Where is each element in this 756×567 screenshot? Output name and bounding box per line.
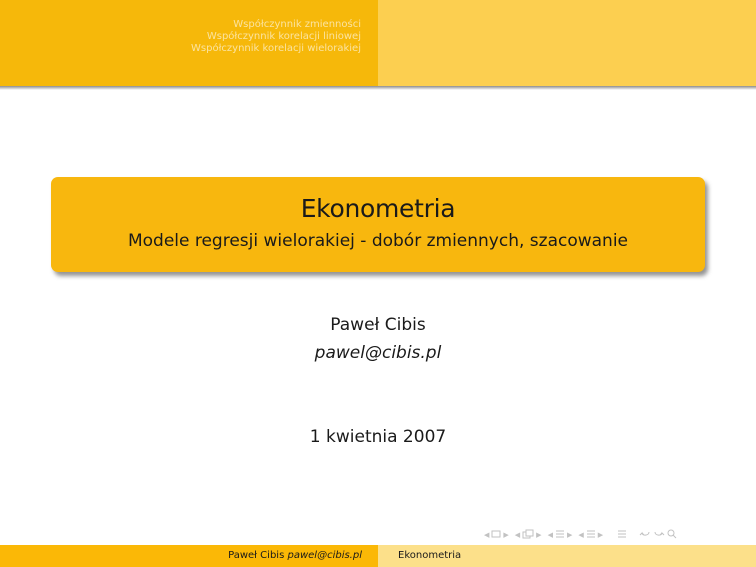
- triangle-right-icon[interactable]: ▶: [503, 531, 509, 539]
- search-icon[interactable]: [667, 529, 677, 542]
- presentation-subtitle: Modele regresji wielorakiej - dobór zmiennych, szacowanie: [127, 231, 629, 251]
- align-icon[interactable]: [617, 529, 627, 542]
- footer-title: Ekonometria: [398, 550, 462, 561]
- frame-nav-icon[interactable]: [491, 530, 501, 541]
- nav-item-multiple-correlation[interactable]: Współczynnik korelacji wielorakiej: [191, 43, 361, 54]
- footer-author-email: pawel@cibis.pl: [287, 550, 362, 561]
- triangle-right-icon[interactable]: ▶: [536, 531, 542, 539]
- triangle-left-icon[interactable]: ◀: [514, 531, 521, 539]
- section-navigation: [0, 0, 378, 86]
- header-bar: [0, 0, 756, 86]
- navigation-symbols: [484, 528, 683, 542]
- back-icon[interactable]: [639, 529, 651, 542]
- appendix-nav-icon[interactable]: [586, 529, 596, 542]
- nav-item-linear-correlation[interactable]: Współczynnik korelacji liniowej: [206, 31, 361, 42]
- footer-bar: [0, 545, 756, 567]
- presentation-title: Ekonometria: [300, 194, 456, 223]
- nav-item-coefficient-of-variation[interactable]: Współczynnik zmienności: [233, 19, 361, 30]
- section-nav-icon[interactable]: [555, 529, 565, 542]
- triangle-left-icon[interactable]: ◀: [547, 531, 553, 539]
- subsection-nav[interactable]: [515, 529, 542, 542]
- footer-title-panel: [378, 545, 756, 567]
- author-name: Paweł Cibis: [330, 315, 426, 335]
- footer-author-panel: [0, 545, 378, 567]
- triangle-left-icon[interactable]: ◀: [484, 531, 490, 539]
- presentation-date: 1 kwietnia 2007: [309, 427, 447, 447]
- subsection-nav-icon[interactable]: [522, 529, 534, 542]
- section-nav[interactable]: [548, 529, 573, 542]
- align-nav[interactable]: [617, 529, 627, 542]
- frame-nav[interactable]: [484, 530, 509, 541]
- triangle-left-icon[interactable]: ◀: [578, 531, 584, 539]
- forward-icon[interactable]: [653, 529, 665, 542]
- appendix-nav[interactable]: [578, 529, 603, 542]
- header-right-panel: [378, 0, 756, 86]
- triangle-right-icon[interactable]: ▶: [566, 531, 573, 539]
- footer-author-name: Paweł Cibis: [228, 550, 285, 561]
- header-shadow: [0, 86, 756, 90]
- triangle-right-icon[interactable]: ▶: [597, 531, 604, 539]
- search-nav[interactable]: [639, 529, 677, 542]
- author-email: pawel@cibis.pl: [314, 343, 442, 363]
- title-box: [51, 177, 705, 272]
